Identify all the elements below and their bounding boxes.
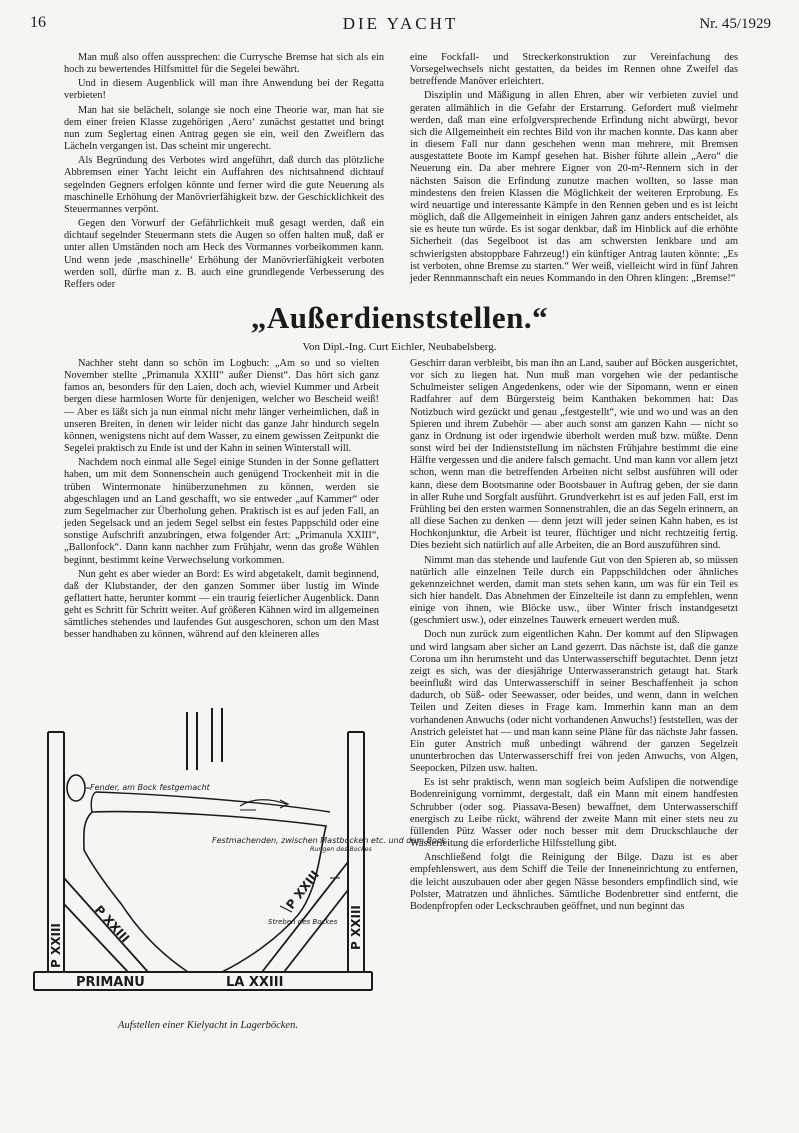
strut-lettering-left: P XXIII xyxy=(91,902,133,946)
paragraph: Nachher steht dann so schön im Logbuch: „Am so und so vielten November stellte „Primanula XXIII“ außer Dienst“. Das hört sich ganz famos an, besonders für den Laien, doch ach, wieviel Kummer und Arbeit bergen diese harmlosen Worte für denjenigen, welcher wo Bescheid weiß! — Aber es läßt sich ja nun einmal nicht mehr länger verheimlichen, daß in unseren Breiten, in denen wir leider nicht das ganze Jahr hindurch segeln können, wenigstens nicht auf dem Wasser, zu einem gewissen Zeitpunkt die Segelei praktisch zu Ende ist und der Kahn in seinen Winterstall will. xyxy=(64,358,379,455)
strut-lettering-right: P XXIII xyxy=(283,867,322,912)
keelboat-drawing xyxy=(30,700,446,1015)
post-lettering-right: P XXIII xyxy=(349,905,363,950)
issue-number: Nr. 45/1929 xyxy=(699,16,771,32)
paragraph: Anschließend folgt die Reinigung der Bilge. Dazu ist es aber empfehlenswert, aus dem Schiff die Teile der Inneneinrichtung zu entfernen, die leicht auszubauen oder aber gegen Nässe besonders empfindlich sind, wie Polster, Matratzen und ähnliches. Sämtliche Bodenbretter sind entfernt, die Bodenpfropfen oder Leckschrauben geöffnet, und nun beginnt das xyxy=(410,852,738,912)
article-right-column xyxy=(410,358,738,915)
label-rungen: Rungen des Bockes xyxy=(309,846,372,854)
paragraph: Gegen den Vorwurf der Gefährlichkeit muß gesagt werden, daß ein dichtauf segelnder Steuermann stets die Augen so offen halten muß, daß er unter allen Umständen noch am Heck des Vormannes vorbeikommen kann. Und wenn jede ‚maschinelle‘ Erhöhung der Manövrierfähigkeit verboten werden soll, dürfte man z. B. auch eine grundlegende Verbesserung des Reffers oder xyxy=(64,218,384,290)
paragraph: Disziplin und Mäßigung in allen Ehren, aber wir verbieten zuviel und geraten allmählich in die Gefahr der Erstarrung. Gefordert muß vielmehr werden, daß man eine erfolgversprechende Erfindung nicht abwürgt, bevor sich die Allgemeinheit ein rechtes Bild von ihr machen konnte. Das kann aber in diesem Fall nur dann geschehen wenn man mehrere, mit Bremsen ausgestattete Boote im Kampf gesehen hat. Bisher führte allein „Aero“ die Neuerung ein. Da aber mehrere Eigner von 20-m²-Rennern sich in der nächsten Saison die Erfindung zunutze machen wollten, so lasse man mindestens den freien Klassen die Möglichkeit der weiteren Erprobung. Es wird neuartige und interessante Kämpfe in den Rennen geben und es ist leicht möglich, daß die Allgemeinheit in einigen Jahren ganz anders entscheidet, als sie es heute tun würde. Es ist sogar denkbar, daß im Hinblick auf die erhöhte Sicherheit (das Segelboot ist das am schwersten lenkbare und am schwierigsten abstoppbare Fahrzeug!) ein künftiger Antrag lauten könnte: „Es ist verboten, ohne Bremse zu starten.“ Wer weiß, vielleicht wird in fünf Jahren jeder Rennmannschaft ein neues Kommando in den Ohren klingen: „Bremse!“ xyxy=(410,90,738,284)
paragraph: Als Begründung des Verbotes wird angeführt, daß durch das plötzliche Abbremsen einer Yacht leicht ein Auffahren des nichtsahnend dichtauf segelnden Gegners erfolgen könnte und ferner wird die gute Neuerung als maschinelle Erhöhung der Manövrierfähigkeit bzw. der Geschicklichkeit des Steuermannes verpönt. xyxy=(64,155,384,215)
paragraph: Nimmt man das stehende und laufende Gut von den Spieren ab, so müssen natürlich alle einzelnen Teile durch ein Pappschildchen oder ähnliches gekennzeichnet werden, damit man stets sehen kann, um was für ein Teil es sich hier handelt. Das Abnehmen der Einzelteile ist dann zu empfehlen, wenn einige von ihnen, wie Blöcke usw., über Winter frisch instandgesetzt (geschmiert usw.), oder einzelnes Tauwerk erneuert werden muß. xyxy=(410,554,738,627)
paragraph: Nachdem noch einmal alle Segel einige Stunden in der Sonne geflattert haben, um mit dem Sonnenschein auch genügend Trockenheit mit in die trüben Wintermonate hinüberzunehmen zu können, werden sie abgeschlagen und an Land geschafft, wo sie entweder „auf Kammer“ oder zum Segelmacher zur Überholung gehen. Praktisch ist es auf jeden Fall, an jeden Segelsack und an jedem Segel selbst ein festes Pappschild oder eine sonstige Aufschrift anzubringen, etwa folgender Art: „Primanula XXIII“, „Ballonfock“. Dann kann nachher zum Frühjahr, wenn das große Wühlen beginnt, bestimmt keine Verwechselung vorkommen. xyxy=(64,457,379,566)
page-number: 16 xyxy=(30,14,46,31)
paragraph: Und in diesem Augenblick will man ihre Anwendung bei der Regatta verbieten! xyxy=(64,78,384,102)
page-header xyxy=(30,14,771,38)
top-left-column xyxy=(64,52,384,293)
paragraph: Nun geht es aber wieder an Bord: Es wird abgetakelt, damit beginnend, daß der Klubstander, der den ganzen Sommer über lustig im Winde geflattert hatte, herunter kommt — ein traurig feierlicher Augenblick. Dann geht es Schritt für Schritt weiter. Auf größeren Kähnen wird im allgemeinen sämtliches stehendes und laufendes Gut ausgeschoren, schon um den Mast besser handhaben zu können, während auf den kleineren alles xyxy=(64,568,379,641)
paragraph: eine Fockfall- und Streckerkonstruktion zur Vereinfachung des Vorsegelwechsels nicht gestatten, da beides im Rennen ohne Zweifel das betreffende Manöver erleichtert. xyxy=(410,52,738,88)
paragraph: Man hat sie belächelt, solange sie noch eine Theorie war, man hat sie dem einer freien Klasse zugehörigen ‚Aero‘ zunächst gestattet und bringt nun zum Seglertag einen Antrag gegen sie ein, weil den Zweiflern das Lächeln vergangen ist. Das scheint mir ungerecht. xyxy=(64,104,384,153)
journal-title: DIE YACHT xyxy=(342,14,459,33)
post-lettering-left: P XXIII xyxy=(49,923,63,968)
top-right-column xyxy=(410,52,738,287)
article-title: „Außerdienststellen.“ xyxy=(250,300,549,335)
base-lettering-left: PRIMANU xyxy=(76,975,145,990)
article-byline: Von Dipl.-Ing. Curt Eichler, Neubabelsberg. xyxy=(302,341,497,353)
label-streben: Streben des Bockes xyxy=(268,918,338,926)
figure-caption: Aufstellen einer Kielyacht in Lagerböcken. xyxy=(118,1020,298,1031)
label-festmachen: Festmachenden, zwischen Mastbocken etc. und dem Bock xyxy=(212,836,446,845)
label-fender: Fender, am Bock festgemacht xyxy=(90,783,210,792)
base-lettering-right: LA XXIII xyxy=(226,975,284,990)
paragraph: Doch nun zurück zum eigentlichen Kahn. Der kommt auf den Slipwagen und wird langsam aber sicher an Land gezerrt. Das nächste ist, daß die ganze Corona um ihn herumsteht und das Unterwasserschiff begutachtet. Denn jetzt zeigt es sich, was der diesjährige Unterwasseranstrich getaugt hat. Stark beeinflußt wird das Unterwasserschiff in seiner Beschaffenheit ja schon dadurch, ob Süß- oder Seewasser, oder beides, und wenn, dann in welchen Teilen und Zeiten dieses in Frage kam. Immerhin kann man an dem vorhandenen Anwuchs (oder nicht vorhandenen Anwuchs!) feststellen, was der Anstrich geleistet hat — und man kann seine Pläne für das nächste Jahr fassen. Ein guter Anstrich muß unbedingt während der ganzen Segelzeit ununterbrochen das Unterwasserschiff frei von jeden Anwuchs, von Algen, Seepocken, Pilzen usw. halten. xyxy=(410,629,738,775)
keelboat-figure xyxy=(30,700,446,1015)
paragraph: Man muß also offen aussprechen: die Currysche Bremse hat sich als ein hoch zu bewertendes Hilfsmittel für die Segelei bewährt. xyxy=(64,52,384,76)
article-left-column xyxy=(64,358,379,644)
paragraph: Es ist sehr praktisch, wenn man sogleich beim Aufslipen die notwendige Bodenreinigung vornimmt, dergestalt, daß ein Mann mit einem handfesten Schrubber (oder sog. Piassava-Besen) bewaffnet, dem Unterwasserschiff energisch zu Leibe rückt, während der zweite Mann mit einer stets neu zu füllenden Pütz Wasser oder noch besser mit dem Druckschlauche der Wasserleitung die erforderliche Hilfsstellung gibt. xyxy=(410,777,738,850)
paragraph: Geschirr daran verbleibt, bis man ihn an Land, sauber auf Böcken ausgerichtet, vor sich zu liegen hat. Nun muß man vorgehen wie der pedantische Schulmeister seligen Angedenkens, oder wie der Sipomann, wenn er einen Radfahrer auf dem Bürgersteig beim Kanthaken bekommen hat: Das Notizbuch wird gezückt und genau „festgestellt“, wie und wo und was an den Spieren und ihrem Zubehör — aber auch sonst am ganzen Kahn — nicht so ganz in Ordnung ist oder irgendwie überholt werden muß bzw. müßte. Denn sonst wird bei der Indienststellung im nächsten Frühjahre bestimmt die eine Hälfte vergessen und die andere falsch gemacht. Und man kann vor allem jetzt schon, wenn man die betreffenden Arbeiten nicht selbst ausführen will oder kann, diese dem Bootsmanne oder Bootsbauer in Auftrag geben, der sie dann in aller Ruhe und Sorgfalt ausführt. Grundverkehrt ist es auf jeden Fall, erst im Frühling bei den ersten warmen Sonnenstrahlen, die an das Segeln erinnern, an all diese Sachen zu denken — denn jetzt will jeder seinen Kahn haben, es ist Hochkonjunktur, die Arbeit ist teurer, flüchtiger und nicht rechtzeitig fertig. Dies bezieht sich natürlich auf alle Arbeiten, die an Bord auszuführen sind. xyxy=(410,358,738,552)
